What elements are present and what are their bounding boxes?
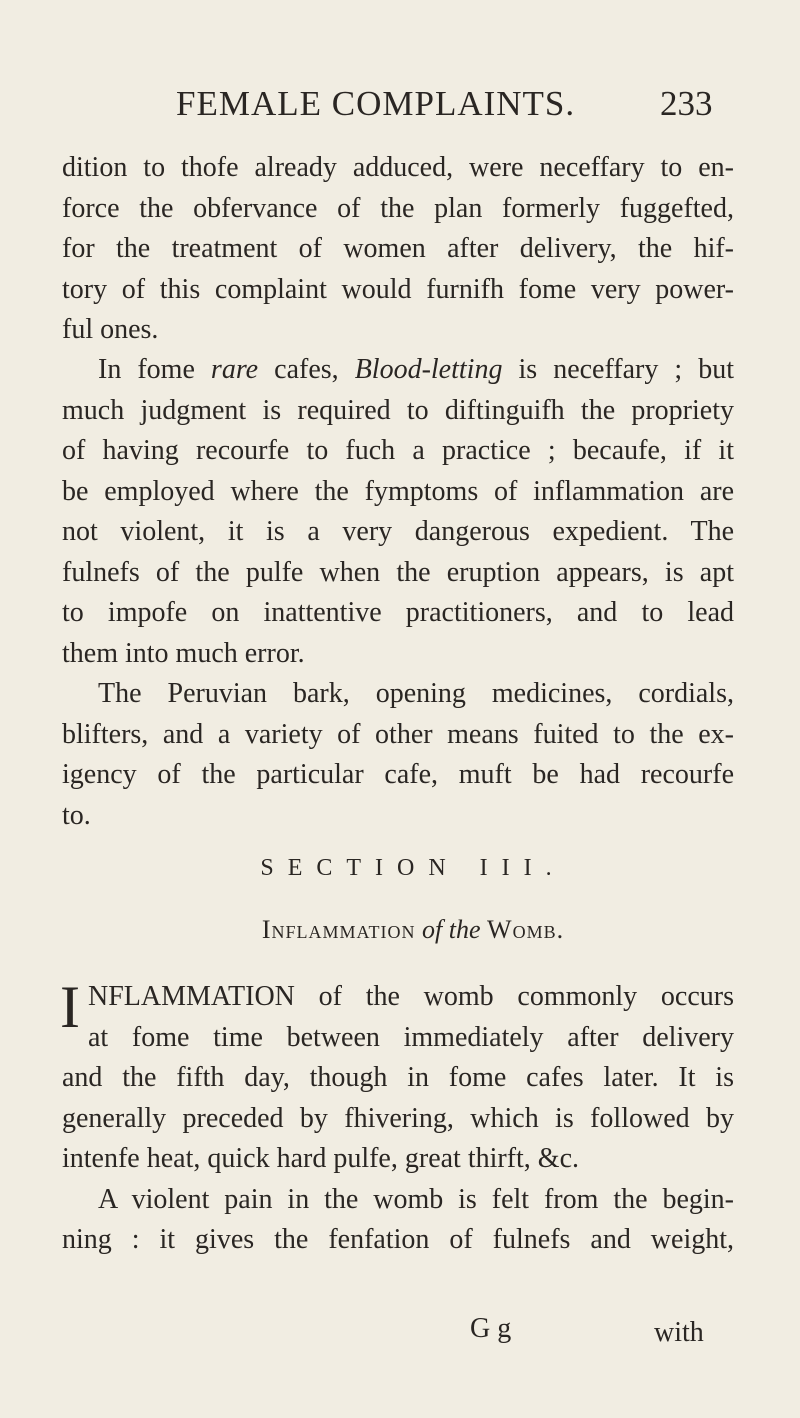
paragraph-continuation	[62, 148, 734, 351]
catchword: with	[654, 1317, 704, 1348]
text-line: ful ones.	[62, 314, 159, 345]
subheading-italic: of the	[422, 915, 481, 944]
text-line: for the treatment of women after delivery, the hif-	[62, 233, 734, 264]
text-line: of having recourfe to fuch a practice ; becaufe, if it	[62, 435, 734, 466]
text-line: fulnefs of the pulfe when the eruption appears, is apt	[62, 556, 734, 588]
drop-cap: I	[60, 974, 80, 1040]
text-line: dition to thofe already adduced, were neceffary to en-	[62, 152, 734, 183]
text-line: to.	[62, 799, 91, 831]
page-number: 233	[660, 84, 713, 123]
signature-mark: G g	[470, 1313, 512, 1344]
paragraph-inflammation	[60, 974, 734, 1261]
running-title: FEMALE COMPLAINTS.	[176, 84, 576, 123]
paragraph-peruvian	[62, 674, 734, 836]
text-line: and the fifth day, though in fome cafes later. It is	[62, 1062, 734, 1093]
text-line: to impofe on inattentive practitioners, and to lead	[62, 597, 734, 628]
section-subheading	[0, 915, 800, 945]
text-line: tory of this complaint would furnifh fome very power-	[62, 273, 734, 305]
text-line: NFLAMMATION of the womb commonly occurs	[88, 981, 734, 1012]
text-line: intenfe heat, quick hard pulfe, great thirft, &c.	[62, 1143, 580, 1174]
text-line: force the obfervance of the plan formerly fuggefted,	[62, 192, 734, 224]
text-line: In fome rare cafes, Blood-letting is neceffary ; but	[98, 354, 734, 385]
text-line: A violent pain in the womb is felt from the begin-	[98, 1183, 734, 1215]
text-line: ning : it gives the fenfation of fulnefs and weight,	[62, 1224, 734, 1255]
text-line: be employed where the fymptoms of inflammation are	[62, 475, 734, 507]
section-heading: SECTION III.	[260, 855, 566, 881]
subheading-word: Inflammation	[261, 915, 416, 944]
subheading-word: Womb.	[487, 915, 565, 944]
text-line: at fome time between immediately after delivery	[88, 1021, 734, 1053]
text-line: much judgment is required to diftinguifh the propriety	[62, 394, 734, 426]
page-header	[0, 78, 800, 128]
text-line: not violent, it is a very dangerous expedient. The	[62, 516, 734, 547]
text-line: The Peruvian bark, opening medicines, cordials,	[98, 678, 734, 709]
text-line: blifters, and a variety of other means fuited to the ex-	[62, 718, 734, 750]
text-line: igency of the particular cafe, muft be had recourfe	[62, 759, 734, 790]
paragraph-bloodletting	[62, 350, 734, 674]
text-line: them into much error.	[62, 637, 305, 669]
text-line: generally preceded by fhivering, which is followed by	[62, 1102, 734, 1134]
